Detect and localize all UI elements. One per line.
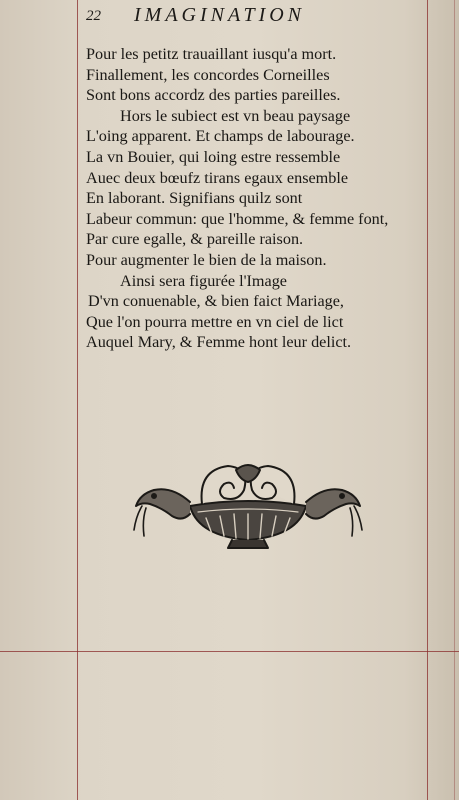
poem-text [86,44,431,353]
page-edge [454,0,455,800]
page-number: 22 [86,8,101,24]
text-line: Ainsi sera figurée l'Image [120,271,287,290]
text-line: L'oing apparent. Et champs de labourage. [86,127,355,146]
text-line: Par cure egalle, & pareille raison. [86,230,304,249]
text-line: Sont bons accordz des parties pareilles. [86,86,341,105]
vase-with-dolphins-ornament-icon [132,456,364,552]
text-line: En laborant. Signifians quilz sont [86,189,303,208]
text-line: Auec deux bœufz tirans egaux ensemble [86,168,349,187]
text-line: Auquel Mary, & Femme hont leur delict. [86,333,352,352]
text-line: Que l'on pourra mettre en vn ciel de lict [86,312,344,331]
text-line: La vn Bouier, qui loing estre ressemble [86,147,341,166]
text-line: Labeur commun: que l'homme, & femme font, [86,209,389,228]
running-title: IMAGINATION [134,4,306,26]
left-margin-rule [77,0,78,800]
bottom-margin-rule [0,651,459,652]
text-line: Pour les petitz trauaillant iusqu'a mort. [86,45,337,63]
text-line: Pour augmenter le bien de la maison. [86,250,327,269]
page-header [86,2,426,32]
text-line: Finallement, les concordes Corneilles [86,65,330,84]
text-line: Hors le subiect est vn beau paysage [120,106,351,125]
text-line: D'vn conuenable, & bien faict Mariage, [88,292,344,311]
